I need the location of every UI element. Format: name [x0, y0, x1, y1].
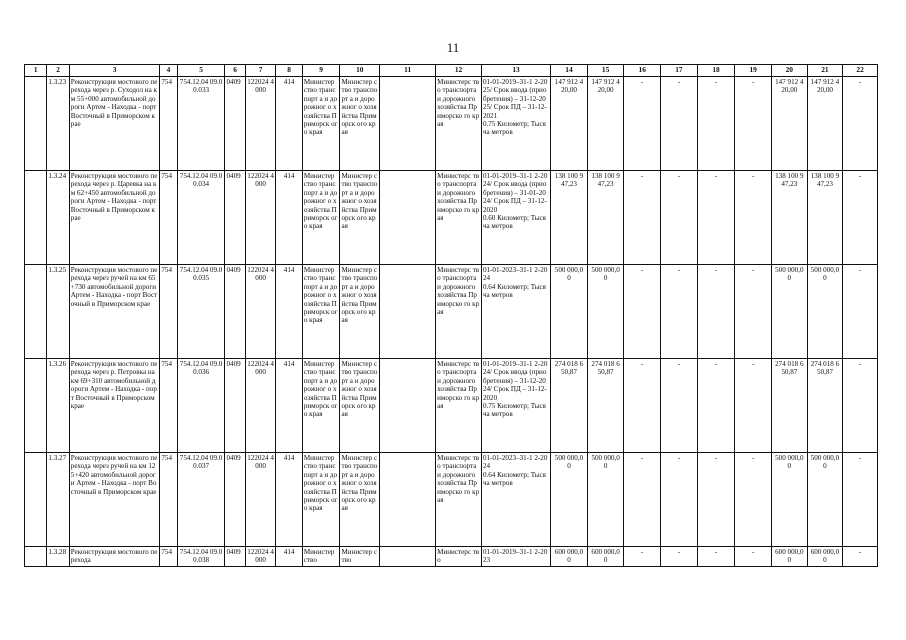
cell-target-code: 122024 4000	[245, 171, 276, 265]
column-number: 22	[843, 65, 878, 77]
cell-expense-code: 414	[276, 453, 302, 547]
cell-empty	[380, 77, 436, 171]
column-number: 7	[245, 65, 276, 77]
cell-target-code: 122024 4000	[245, 453, 276, 547]
cell-empty	[380, 453, 436, 547]
cell-empty	[380, 547, 436, 567]
table-row	[25, 359, 878, 453]
cell-amount: 500 000,0 0	[551, 453, 588, 547]
cell-object-code: 754.12.04 09.00.034	[177, 171, 225, 265]
cell-customer: Министер ство транспорт а и дорожног о хозяйства Приморск ого края	[302, 453, 340, 547]
cell-amount: -	[697, 265, 735, 359]
cell-expense-code: 414	[276, 547, 302, 567]
cell-amount: 138 100 9 47,23	[807, 171, 843, 265]
table-row	[25, 77, 878, 171]
cell-code: 754	[160, 171, 177, 265]
cell-amount: 274 018 6 50,87	[807, 359, 843, 453]
terms-dates: 01-01-2023–31-1 2-2024	[482, 454, 548, 471]
cell-item-number: 1.3.25	[47, 265, 69, 359]
cell-recipient: Министерс тво транспорта и дорожного хозяйства Приморско го края	[436, 265, 482, 359]
cell-object-name: Реконструкция мостового перехода через ручей на км 65+730 автомобильной дороги Артем - Находка - порт Восточный в Приморском крае	[69, 265, 160, 359]
cell-terms	[481, 265, 550, 359]
cell-terms	[481, 547, 550, 567]
cell-amount: 500 000,0 0	[807, 453, 843, 547]
cell-amount: 500 000,0 0	[587, 265, 624, 359]
column-number: 6	[225, 65, 245, 77]
table-row	[25, 453, 878, 547]
cell-code: 754	[160, 547, 177, 567]
cell-amount: -	[661, 265, 698, 359]
cell-amount: -	[624, 547, 661, 567]
cell-empty	[380, 265, 436, 359]
terms-capacity: 0.60 Километр; Тысяча метров	[482, 214, 546, 231]
cell-item-number: 1.3.26	[47, 359, 69, 453]
cell-amount: 600 000,0 0	[807, 547, 843, 567]
cell-empty	[25, 359, 47, 453]
cell-developer: Министер ство транспорт а и дорожног о хозяйства Приморск ого края	[340, 453, 380, 547]
column-number: 16	[624, 65, 661, 77]
cell-item-number: 1.3.23	[47, 77, 69, 171]
cell-section-code: 0409	[225, 453, 245, 547]
cell-section-code: 0409	[225, 547, 245, 567]
cell-amount: -	[843, 265, 878, 359]
cell-amount: 147 912 4 20,00	[807, 77, 843, 171]
cell-target-code: 122024 4000	[245, 547, 276, 567]
table-row	[25, 171, 878, 265]
cell-customer: Министер ство транспорт а и дорожног о хозяйства Приморск ого края	[302, 77, 340, 171]
cell-empty	[380, 359, 436, 453]
terms-capacity: 0.64 Километр; Тысяча метров	[482, 470, 546, 488]
cell-amount: -	[624, 77, 661, 171]
cell-empty	[25, 171, 47, 265]
column-number: 8	[276, 65, 302, 77]
register-table	[24, 64, 878, 567]
cell-customer: Министер ство транспорт а и дорожног о хозяйства Приморск ого края	[302, 171, 340, 265]
cell-recipient: Министерс тво транспорта и дорожного хозяйства Приморско го края	[436, 171, 482, 265]
column-number-row	[25, 65, 878, 77]
cell-amount: 138 100 9 47,23	[772, 171, 808, 265]
cell-amount: 500 000,0 0	[587, 453, 624, 547]
cell-object-code: 754.12.04 09.00.037	[177, 453, 225, 547]
cell-section-code: 0409	[225, 359, 245, 453]
page-number: 11	[446, 40, 460, 55]
cell-amount: -	[661, 77, 698, 171]
cell-amount: -	[624, 265, 661, 359]
terms-dates: 01-01-2019–31-1 2-2025/ Срок ввода (приобретения) – 31-12-2025/ Срок ПД – 31-12-2021	[482, 78, 548, 120]
cell-expense-code: 414	[276, 265, 302, 359]
cell-target-code: 122024 4000	[245, 359, 276, 453]
cell-amount: 147 912 4 20,00	[772, 77, 808, 171]
cell-terms	[481, 359, 550, 453]
column-number: 14	[551, 65, 588, 77]
cell-code: 754	[160, 77, 177, 171]
cell-amount: -	[697, 171, 735, 265]
cell-amount: -	[697, 453, 735, 547]
cell-amount: -	[661, 171, 698, 265]
cell-code: 754	[160, 453, 177, 547]
cell-customer: Министер ство транспорт а и дорожног о хозяйства Приморск ого края	[302, 359, 340, 453]
cell-amount: 500 000,0 0	[772, 453, 808, 547]
cell-amount: 500 000,0 0	[772, 265, 808, 359]
cell-amount: 500 000,0 0	[807, 265, 843, 359]
column-number: 21	[807, 65, 843, 77]
cell-customer: Министер ство транспорт а и дорожног о хозяйства Приморск ого края	[302, 265, 340, 359]
cell-amount: -	[843, 359, 878, 453]
terms-dates: 01-01-2019–31-1 2-2023	[482, 548, 548, 565]
cell-terms	[481, 453, 550, 547]
cell-item-number: 1.3.27	[47, 453, 69, 547]
column-number: 5	[177, 65, 225, 77]
column-number: 1	[25, 65, 47, 77]
cell-amount: -	[697, 77, 735, 171]
cell-expense-code: 414	[276, 359, 302, 453]
table-row	[25, 265, 878, 359]
cell-amount: -	[843, 171, 878, 265]
column-number: 17	[661, 65, 698, 77]
cell-amount: -	[697, 359, 735, 453]
column-number: 13	[481, 65, 550, 77]
cell-amount: 138 100 9 47,23	[587, 171, 624, 265]
terms-dates: 01-01-2023–31-1 2-2024	[482, 266, 548, 283]
cell-object-code: 754.12.04 09.00.035	[177, 265, 225, 359]
cell-developer: Министер ство транспорт а и дорожног о хозяйства Приморск ого края	[340, 171, 380, 265]
cell-recipient: Министерс тво транспорта и дорожного хозяйства Приморско го края	[436, 453, 482, 547]
cell-amount: -	[735, 453, 772, 547]
cell-amount: -	[661, 359, 698, 453]
cell-empty	[380, 171, 436, 265]
cell-expense-code: 414	[276, 171, 302, 265]
column-number: 10	[340, 65, 380, 77]
cell-amount: 500 000,0 0	[551, 265, 588, 359]
table-row	[25, 547, 878, 567]
cell-item-number: 1.3.28	[47, 547, 69, 567]
terms-capacity: 0.75 Километр; Тысяча метров	[482, 402, 546, 419]
cell-amount: 600 000,0 0	[587, 547, 624, 567]
cell-amount: -	[624, 453, 661, 547]
terms-dates: 01-01-2019–31-1 2-2024/ Срок ввода (приобретения) – 31-12-2024/ Срок ПД – 31-12-2020	[482, 360, 548, 402]
cell-developer: Министер ство	[340, 547, 380, 567]
column-number: 12	[436, 65, 482, 77]
column-number: 19	[735, 65, 772, 77]
cell-amount: 147 912 4 20,00	[587, 77, 624, 171]
column-number: 15	[587, 65, 624, 77]
terms-capacity: 0.64 Километр; Тысяча метров	[482, 282, 546, 300]
cell-amount: -	[843, 77, 878, 171]
cell-amount: -	[735, 265, 772, 359]
cell-amount: -	[661, 547, 698, 567]
cell-empty	[25, 77, 47, 171]
cell-target-code: 122024 4000	[245, 77, 276, 171]
cell-amount: 147 912 4 20,00	[551, 77, 588, 171]
cell-object-name: Реконструкция мостового перехода через ручей на км 125+420 автомобильной дороги Артем - Находка - порт Восточный в Приморском крае	[69, 453, 160, 547]
cell-amount: -	[624, 171, 661, 265]
cell-recipient: Министерс тво транспорта и дорожного хозяйства Приморско го края	[436, 359, 482, 453]
cell-amount: 274 018 6 50,87	[587, 359, 624, 453]
cell-expense-code: 414	[276, 77, 302, 171]
cell-code: 754	[160, 265, 177, 359]
cell-object-name: Реконструкция мостового перехода через р. Царевка на км 62+450 автомобильной дороги Артем - Находка - порт Восточный в Приморском крае	[69, 171, 160, 265]
cell-empty	[25, 265, 47, 359]
cell-empty	[25, 547, 47, 567]
column-number: 3	[69, 65, 160, 77]
terms-capacity: 0.75 Километр; Тысяча метров	[482, 120, 546, 137]
column-number: 18	[697, 65, 735, 77]
terms-dates: 01-01-2019–31-1 2-2024/ Срок ввода (приобретения) – 31-01-2024/ Срок ПД – 31-12-2020	[482, 172, 548, 214]
cell-developer: Министер ство транспорт а и дорожног о хозяйства Приморск ого края	[340, 265, 380, 359]
cell-object-name: Реконструкция мостового перехода через р. Петровка на км 69+310 автомобильной дороги Артем - Находка - порт Восточный в Приморском крае	[69, 359, 160, 453]
cell-amount: 600 000,0 0	[551, 547, 588, 567]
cell-target-code: 122024 4000	[245, 265, 276, 359]
cell-amount: -	[697, 547, 735, 567]
column-number: 20	[772, 65, 808, 77]
cell-object-code: 754.12.04 09.00.033	[177, 77, 225, 171]
cell-amount: -	[735, 171, 772, 265]
cell-amount: -	[624, 359, 661, 453]
cell-amount: 600 000,0 0	[772, 547, 808, 567]
cell-amount: 138 100 9 47,23	[551, 171, 588, 265]
cell-amount: -	[661, 453, 698, 547]
cell-recipient: Министерс тво	[436, 547, 482, 567]
cell-object-name: Реконструкция мостового перехода через р. Суходол на км 55+000 автомобильной дороги Артем - Находка - порт Восточный в Приморском крае	[69, 77, 160, 171]
cell-customer: Министер ство	[302, 547, 340, 567]
cell-amount: -	[843, 547, 878, 567]
cell-amount: -	[735, 77, 772, 171]
cell-terms	[481, 77, 550, 171]
column-number: 9	[302, 65, 340, 77]
cell-object-code: 754.12.04 09.00.038	[177, 547, 225, 567]
cell-amount: 274 018 6 50,87	[772, 359, 808, 453]
cell-developer: Министер ство транспорт а и дорожног о хозяйства Приморск ого края	[340, 77, 380, 171]
column-number: 2	[47, 65, 69, 77]
cell-object-code: 754.12.04 09.00.036	[177, 359, 225, 453]
column-number: 11	[380, 65, 436, 77]
cell-section-code: 0409	[225, 77, 245, 171]
cell-section-code: 0409	[225, 171, 245, 265]
cell-section-code: 0409	[225, 265, 245, 359]
cell-amount: 274 018 6 50,87	[551, 359, 588, 453]
cell-amount: -	[735, 547, 772, 567]
cell-terms	[481, 171, 550, 265]
cell-empty	[25, 453, 47, 547]
cell-recipient: Министерс тво транспорта и дорожного хозяйства Приморско го края	[436, 77, 482, 171]
cell-amount: -	[735, 359, 772, 453]
column-number: 4	[160, 65, 177, 77]
cell-item-number: 1.3.24	[47, 171, 69, 265]
cell-code: 754	[160, 359, 177, 453]
cell-developer: Министер ство транспорт а и дорожног о хозяйства Приморск ого края	[340, 359, 380, 453]
cell-amount: -	[843, 453, 878, 547]
cell-object-name: Реконструкция мостового перехода	[69, 547, 160, 567]
